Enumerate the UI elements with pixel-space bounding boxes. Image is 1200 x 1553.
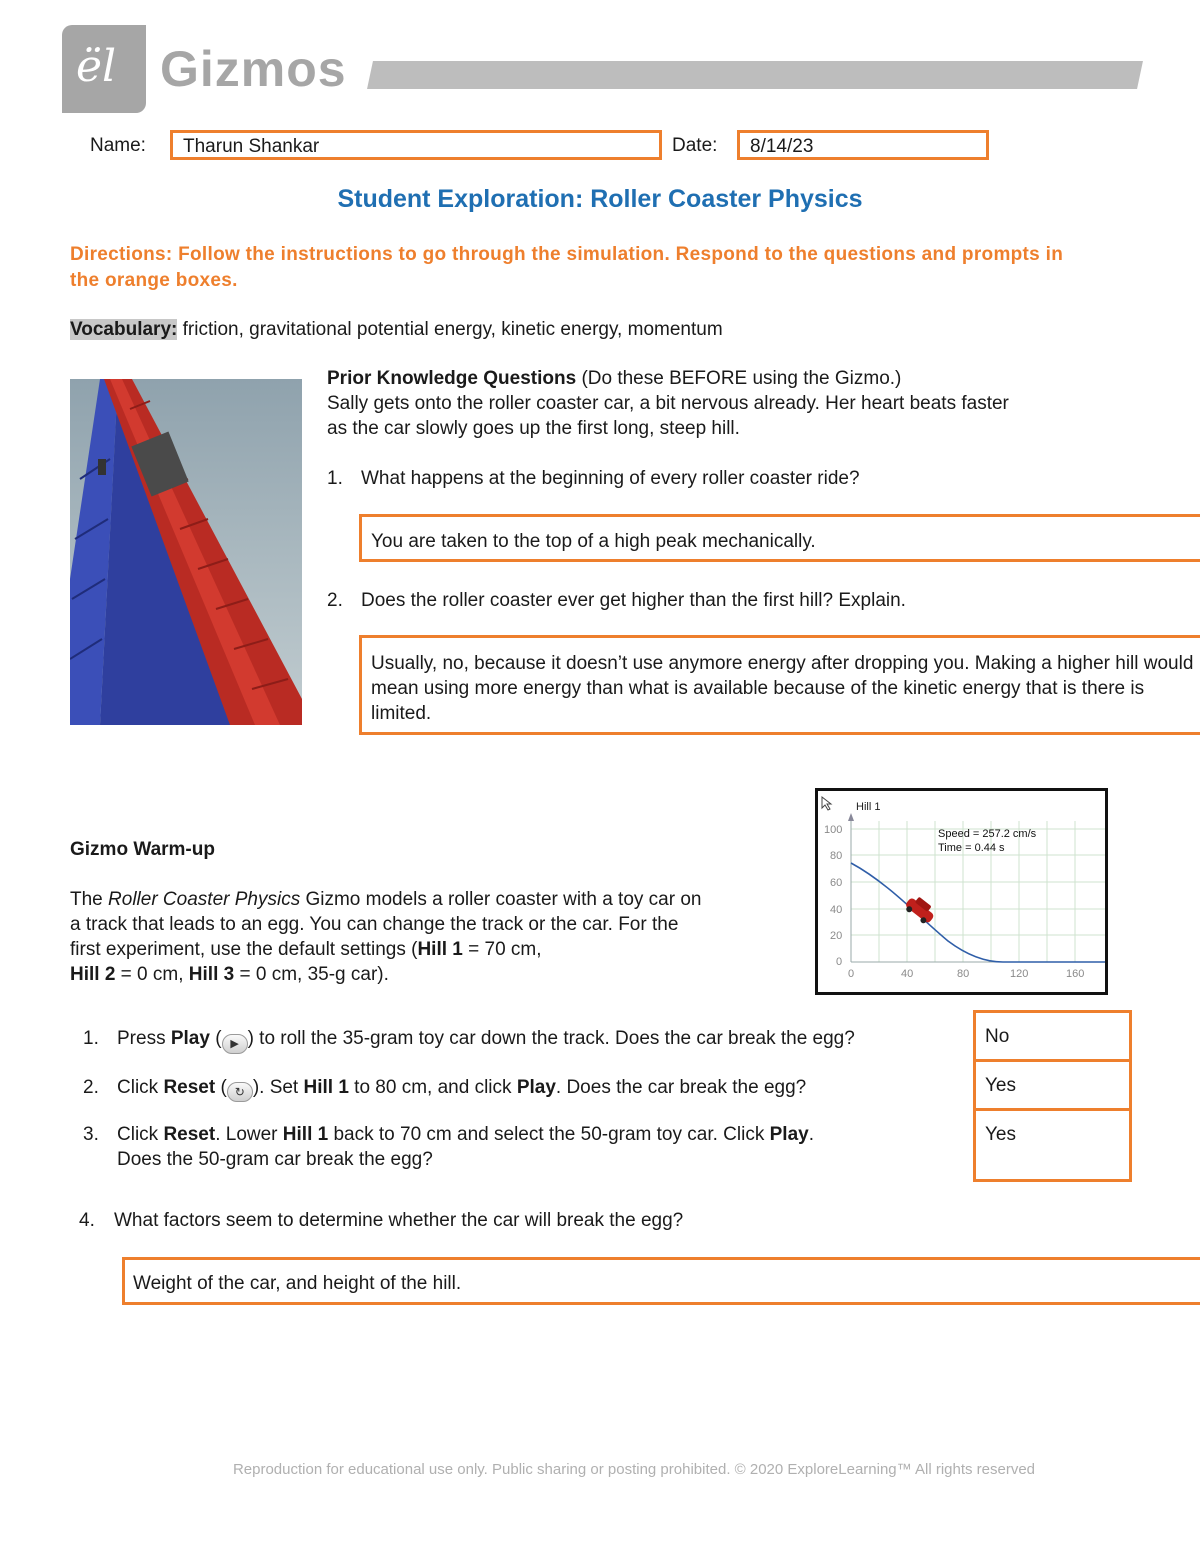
warmup-answer-1: No [985,1026,1010,1047]
warmup-answer-2-box[interactable] [973,1059,1132,1111]
prior-q2-answer-line1: Usually, no, because it doesn’t use anymore energy after dropping you. Making a higher hill would [371,653,1194,674]
warmup-heading: Gizmo Warm-up [70,839,215,860]
warmup-answer-2: Yes [985,1075,1016,1096]
warmup-q4-answer: Weight of the car, and height of the hill. [133,1273,462,1294]
sim-toy-car [903,893,938,926]
warmup-q2-text [117,1075,806,1102]
warmup-para-line3 [70,937,542,962]
sim-graph [818,791,1105,992]
sim-speed-readout: Speed = 257.2 cm/s [938,828,1037,840]
warmup-q1-bold: Play [170,1028,210,1049]
warmup-q3-bold: Reset [163,1124,216,1145]
roller-coaster-photo [70,379,302,725]
logo-mark-text: ël [76,41,117,92]
name-label: Name: [90,135,146,156]
warmup-q4-answer-box[interactable] [122,1257,1200,1305]
date-label: Date: [672,135,718,156]
prior-q1-answer-box[interactable] [359,514,1200,562]
warmup-q3-post: . [808,1124,814,1145]
warmup-bold-term: Hill 3 [188,964,235,985]
warmup-q2-mid3: to 80 cm, and click [348,1077,517,1098]
warmup-q4-number: 4. [79,1210,95,1231]
vocabulary-terms: friction, gravitational potential energy, kinetic energy, momentum [182,319,723,340]
warmup-answer-1-box[interactable] [973,1010,1132,1062]
warmup-q3-line2: Does the 50-gram car break the egg? [117,1149,433,1170]
sim-hill-label: Hill 1 [856,801,881,813]
brand-name: Gizmos [160,41,347,97]
sim-x-tick: 40 [901,968,914,980]
warmup-para-text: = 0 cm, [115,964,189,985]
prior-knowledge-heading-line [327,366,901,391]
prior-q1-text: What happens at the beginning of every roller coaster ride? [361,468,860,489]
warmup-q2-post: . Does the car break the egg? [555,1077,807,1098]
sim-track [851,863,1105,962]
warmup-q2-bold2: Hill 1 [303,1077,349,1098]
sim-time-readout: Time = 0.44 s [938,842,1005,854]
warmup-bold-term: Hill 1 [417,939,463,960]
warmup-answer-3-box[interactable] [973,1108,1132,1182]
logo-mark [62,25,146,113]
warmup-para-line2: a track that leads to an egg. You can change the track or the car. For the [70,914,679,935]
warmup-q2-pre: Click [117,1077,164,1098]
page-title: Student Exploration: Roller Coaster Physics [337,185,863,213]
footer-copyright: Reproduction for educational use only. Public sharing or posting prohibited. © 2020 ExploreLearning™ All rights reserved [232,1461,1036,1478]
warmup-para-text: = 70 cm, [462,939,542,960]
sim-y-tick: 20 [830,930,843,942]
warmup-gizmo-name: Roller Coaster Physics [108,889,301,910]
sim-y-tick: 80 [830,850,843,862]
warmup-q2-mid: ( [215,1077,227,1098]
warmup-q3-bold3: Play [769,1124,809,1145]
name-field[interactable] [170,130,662,160]
warmup-q2-bold3: Play [516,1077,556,1098]
warmup-para-line4 [70,962,389,987]
prior-intro-line2: as the car slowly goes up the first long, steep hill. [327,418,740,439]
warmup-q2-mid2: ). Set [252,1077,304,1098]
date-field[interactable] [737,130,989,160]
sim-x-tick: 80 [957,968,970,980]
vocabulary-label: Vocabulary: [70,319,178,340]
prior-q1-number: 1. [327,468,343,489]
warmup-q3-text [117,1122,814,1147]
prior-q2-answer-box[interactable] [359,635,1200,735]
warmup-q3-bold2: Hill 1 [282,1124,329,1145]
sim-x-tick: 0 [848,968,855,980]
header-bar [367,61,1143,89]
play-icon: ▶ [222,1034,248,1054]
vocabulary-line [70,317,723,342]
prior-knowledge-note: (Do these BEFORE using the Gizmo.) [581,368,902,389]
prior-q1-answer: You are taken to the top of a high peak mechanically. [371,531,816,552]
prior-q2-answer-line3: limited. [371,703,432,724]
cursor-icon [822,797,831,810]
reset-icon: ↻ [227,1082,253,1102]
sim-screenshot [815,788,1108,995]
warmup-q1-pre: Press [117,1028,171,1049]
sim-y-tick: 0 [836,956,843,968]
prior-intro-line1: Sally gets onto the roller coaster car, a bit nervous already. Her heart beats faster [327,393,1009,414]
warmup-q2-bold: Reset [163,1077,216,1098]
sim-y-tick: 40 [830,904,843,916]
warmup-q1-post: ) to roll the 35-gram toy car down the track. Does the car break the egg? [247,1028,855,1049]
prior-knowledge-heading: Prior Knowledge Questions [327,368,577,389]
warmup-q2-number: 2. [83,1077,99,1098]
sim-y-tick: 60 [830,877,843,889]
warmup-q1-mid: ( [209,1028,222,1049]
warmup-para-text: first experiment, use the default settings ( [70,939,418,960]
prior-q2-text: Does the roller coaster ever get higher than the first hill? Explain. [361,590,906,611]
name-value: Tharun Shankar [183,136,320,157]
prior-q2-answer-line2: mean using more energy than what is available because of the kinetic energy that is there is [371,678,1145,699]
warmup-q3-mid: . Lower [215,1124,283,1145]
sim-y-tick: 100 [824,824,843,836]
warmup-para-text: Gizmo models a roller coaster with a toy car on [300,889,702,910]
warmup-para-line1 [70,887,701,912]
warmup-bold-term: Hill 2 [70,964,116,985]
warmup-q3-mid2: back to 70 cm and select the 50-gram toy car. Click [328,1124,770,1145]
warmup-q3-pre: Click [117,1124,164,1145]
prior-q2-number: 2. [327,590,343,611]
warmup-para-text: The [70,889,109,910]
sim-x-tick: 160 [1066,968,1085,980]
warmup-q4-text: What factors seem to determine whether the car will break the egg? [114,1210,684,1231]
sim-x-tick: 120 [1010,968,1029,980]
date-value: 8/14/23 [750,136,814,157]
directions-text: Directions: Follow the instructions to go through the simulation. Respond to the questions and prompts in the orange boxes. [70,244,1064,291]
roller-coaster-illustration [70,379,302,725]
warmup-q1-text [117,1026,855,1054]
warmup-para-text: = 0 cm, 35-g car). [234,964,389,985]
warmup-q3-number: 3. [83,1124,99,1145]
warmup-q1-number: 1. [83,1028,99,1049]
warmup-answer-3: Yes [985,1124,1016,1145]
